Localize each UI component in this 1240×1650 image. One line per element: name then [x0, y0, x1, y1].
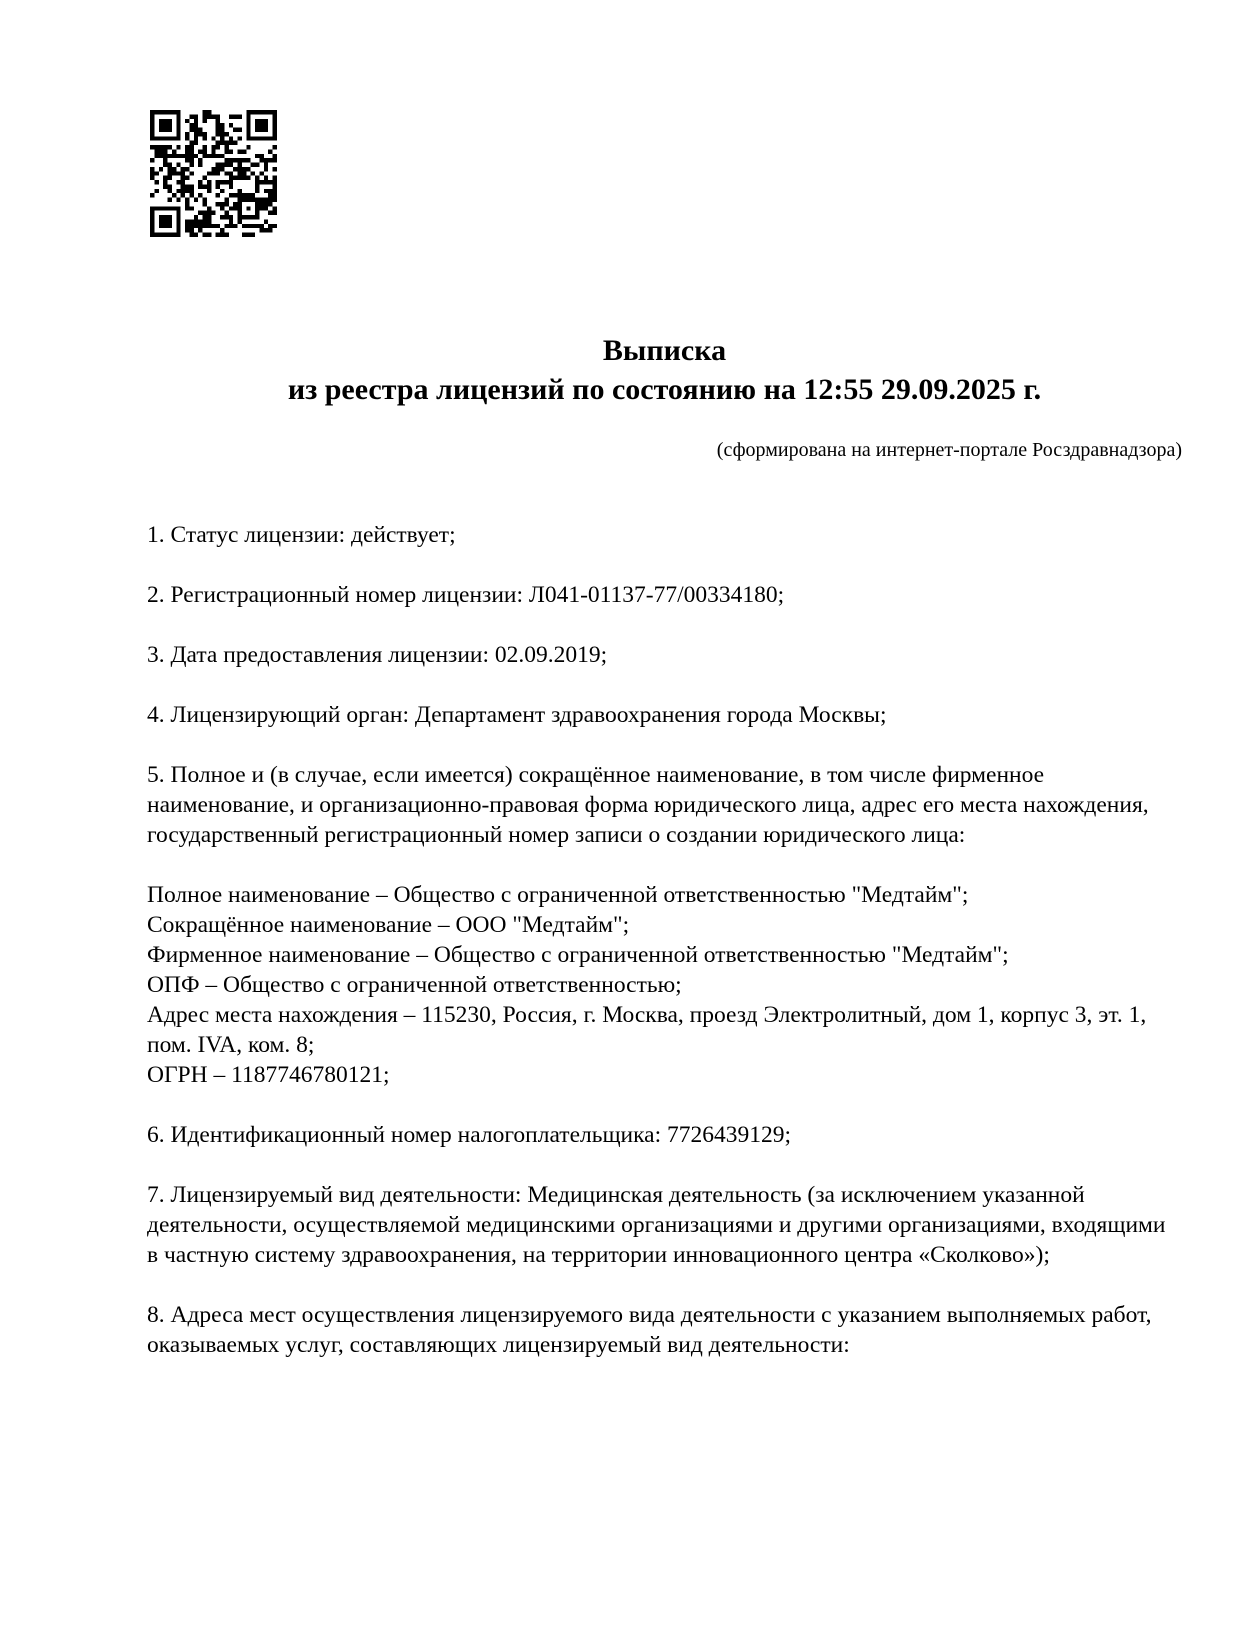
item-8-addresses-heading: 8. Адреса мест осуществления лицензируемого вида деятельности с указанием выполняемых работ, оказываемых услуг, составляющих лицензируемый вид деятельности:	[147, 1302, 1152, 1358]
item-5-names-heading: 5. Полное и (в случае, если имеется) сокращённое наименование, в том числе фирменное наименование, и организационно-правовая форма юридического лица, адрес его места нахождения, государственный регистрационный номер записи о создании юридического лица:	[147, 762, 1149, 848]
document-title	[147, 331, 1182, 409]
name-details-block	[147, 880, 1182, 1090]
item-1-license-status: 1. Статус лицензии: действует;	[147, 522, 456, 548]
document-body	[147, 520, 1182, 1390]
item-4-licensing-authority: 4. Лицензирующий орган: Департамент здравоохранения города Москвы;	[147, 702, 887, 728]
title-line-2: из реестра лицензий по состоянию на 12:55 29.09.2025 г.	[287, 373, 1042, 406]
item-7-licensed-activity: 7. Лицензируемый вид деятельности: Медицинская деятельность (за исключением указанной деятельности, осуществляемой медицинскими организациями и другими организациями, входящими в частную систему здравоохранения, на территории инновационного центра «Сколково»);	[147, 1182, 1166, 1268]
ogrn-line: ОГРН – 1187746780121;	[147, 1062, 390, 1088]
legal-form-line: ОПФ – Общество с ограниченной ответственностью;	[147, 972, 682, 998]
document-subtitle: (сформирована на интернет-портале Росздравнадзора)	[716, 439, 1182, 461]
title-line-1: Выписка	[602, 334, 727, 367]
brand-name-line: Фирменное наименование – Общество с ограниченной ответственностью "Медтайм";	[147, 942, 1009, 968]
address-line: Адрес места нахождения – 115230, Россия, г. Москва, проезд Электролитный, дом 1, корпус 3, эт. 1, пом. IVA, ком. 8;	[147, 1002, 1147, 1058]
short-name-line: Сокращённое наименование – ООО "Медтайм";	[147, 912, 630, 938]
qr-code	[150, 110, 277, 237]
item-2-registration-number: 2. Регистрационный номер лицензии: Л041-01137-77/00334180;	[147, 582, 785, 608]
item-3-grant-date: 3. Дата предоставления лицензии: 02.09.2019;	[147, 642, 608, 668]
qr-code-image	[150, 110, 277, 237]
full-name-line: Полное наименование – Общество с ограниченной ответственностью "Медтайм";	[147, 882, 969, 908]
item-6-taxpayer-number: 6. Идентификационный номер налогоплательщика: 7726439129;	[147, 1122, 792, 1148]
